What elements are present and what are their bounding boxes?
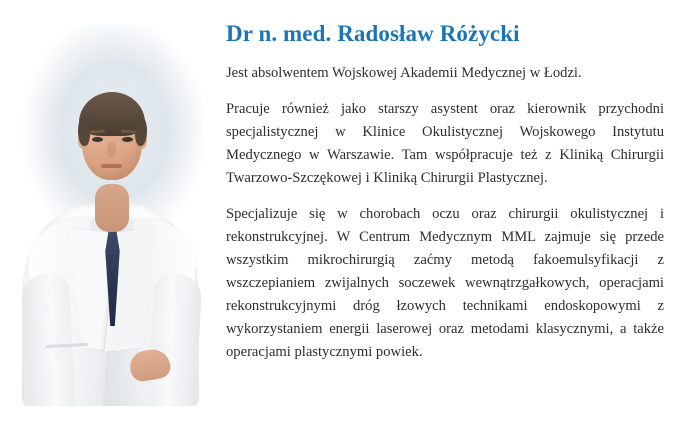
portrait-hair-side-left <box>78 116 90 146</box>
portrait-hair-side-right <box>135 116 147 146</box>
portrait-arm-left <box>20 273 75 406</box>
doctor-text-column <box>208 18 664 364</box>
portrait-arm-right <box>147 273 202 406</box>
doctor-photo-column <box>18 18 208 406</box>
portrait-mouth <box>101 164 122 168</box>
portrait-eye-left <box>92 137 103 142</box>
bio-paragraph-1: Jest absolwentem Wojskowej Akademii Medycznej w Łodzi. <box>226 64 582 81</box>
page-title: Dr n. med. Radosław Różycki <box>226 21 520 46</box>
doctor-portrait-image <box>18 24 203 406</box>
portrait-nose <box>107 142 116 158</box>
portrait-eye-right <box>122 137 133 142</box>
portrait-neck <box>95 184 129 232</box>
bio-paragraph-3: Specjalizuje się w chorobach oczu oraz chirurgii okulistycznej i rekonstrukcyjnej. W Centrum Medycznym MML zajmuje się przede wszystkim mikrochirurgią zaćmy metodą fakoemulsyfikacji z wszczepianiem zwijalnych soczewek wewnątrzgałkowych, operacjami rekonstrukcyjnymi dróg łzowych technikami endoskopowymi z wykorzystaniem energii laserowej oraz metodami klasycznymi, a także operacjami plastycznymi powiek. <box>226 205 664 361</box>
bio-paragraph-2: Pracuje również jako starszy asystent oraz kierownik przychodni specjalistycznej w Klinice Okulistycznej Wojskowego Instytutu Medycznego w Warszawie. Tam współpracuje też z Kliniką Chirurgii Twarzowo-Szczękowej i Kliniką Chirurgii Plastycznej. <box>226 100 664 186</box>
